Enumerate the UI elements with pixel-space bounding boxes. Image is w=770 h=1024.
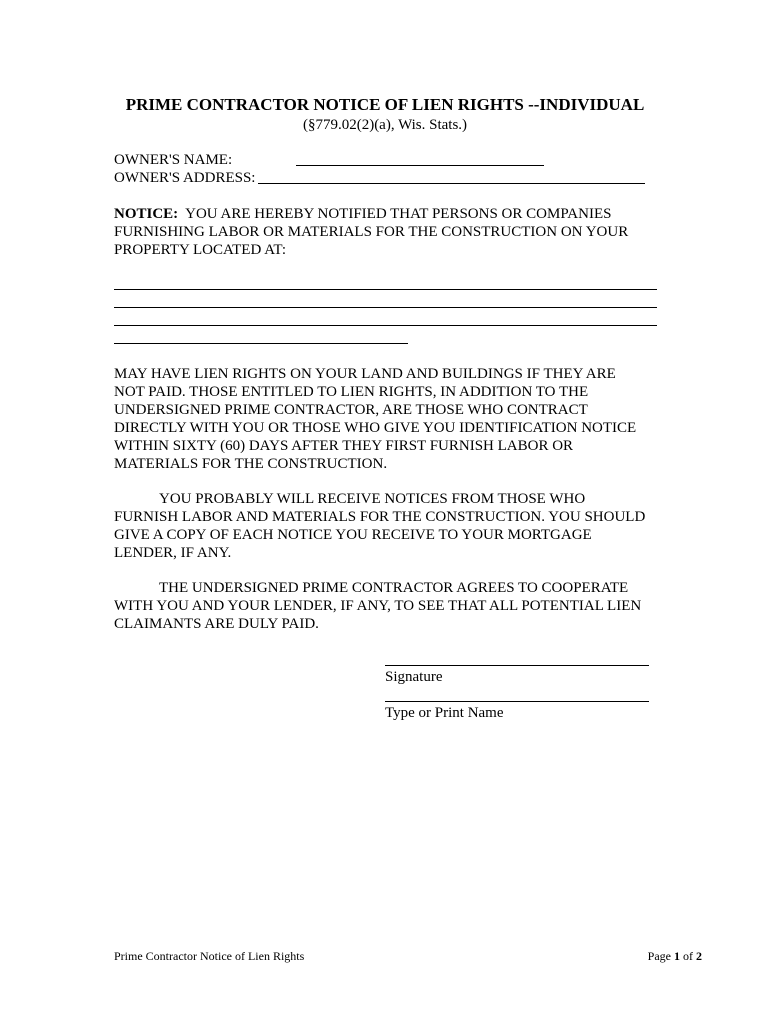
- page-total: 2: [696, 949, 702, 963]
- cooperation-paragraph: [114, 579, 662, 633]
- property-location-line-2[interactable]: [114, 307, 657, 308]
- print-name-label: Type or Print Name: [385, 705, 504, 721]
- owner-name-label: OWNER'S NAME:: [114, 152, 233, 168]
- paragraph-2-line: FURNISH LABOR AND MATERIALS FOR THE CONSTRUCTION. YOU SHOULD: [114, 509, 646, 525]
- print-name-field[interactable]: [385, 701, 649, 702]
- owner-name-field[interactable]: [296, 165, 544, 166]
- footer-title: Prime Contractor Notice of Lien Rights: [114, 949, 305, 963]
- paragraph-1-line: NOT PAID. THOSE ENTITLED TO LIEN RIGHTS, IN ADDITION TO THE: [114, 384, 589, 400]
- document-subtitle: (§779.02(2)(a), Wis. Stats.): [302, 117, 468, 133]
- owner-address-field[interactable]: [258, 183, 645, 184]
- signature-field[interactable]: [385, 665, 649, 666]
- lien-rights-paragraph: [114, 365, 662, 473]
- paragraph-3-line: CLAIMANTS ARE DULY PAID.: [114, 616, 319, 632]
- paragraph-2-line: GIVE A COPY OF EACH NOTICE YOU RECEIVE TO YOUR MORTGAGE: [114, 527, 592, 543]
- notices-paragraph: [114, 490, 662, 562]
- paragraph-2-line: YOU PROBABLY WILL RECEIVE NOTICES FROM THOSE WHO: [159, 491, 586, 507]
- paragraph-1-line: UNDERSIGNED PRIME CONTRACTOR, ARE THOSE WHO CONTRACT: [114, 402, 588, 418]
- property-location-line-3[interactable]: [114, 325, 657, 326]
- property-location-line-1[interactable]: [114, 289, 657, 290]
- paragraph-1-line: MATERIALS FOR THE CONSTRUCTION.: [114, 456, 388, 472]
- page-indicator: [648, 948, 702, 964]
- paragraph-2-line: LENDER, IF ANY.: [114, 545, 232, 561]
- notice-paragraph: [114, 205, 662, 259]
- paragraph-3-line: WITH YOU AND YOUR LENDER, IF ANY, TO SEE THAT ALL POTENTIAL LIEN: [114, 598, 642, 614]
- notice-line-2: FURNISHING LABOR OR MATERIALS FOR THE CONSTRUCTION ON YOUR: [114, 224, 629, 240]
- property-location-line-4[interactable]: [114, 343, 408, 344]
- paragraph-1-line: WITHIN SIXTY (60) DAYS AFTER THEY FIRST FURNISH LABOR OR: [114, 438, 574, 454]
- paragraph-1-line: DIRECTLY WITH YOU OR THOSE WHO GIVE YOU IDENTIFICATION NOTICE: [114, 420, 637, 436]
- paragraph-1-line: MAY HAVE LIEN RIGHTS ON YOUR LAND AND BUILDINGS IF THEY ARE: [114, 366, 616, 382]
- page-current: 1: [674, 949, 680, 963]
- notice-label: NOTICE:: [114, 206, 179, 222]
- page-prefix: Page: [647, 949, 671, 963]
- notice-line-3: PROPERTY LOCATED AT:: [114, 242, 286, 258]
- paragraph-3-line: THE UNDERSIGNED PRIME CONTRACTOR AGREES TO COOPERATE: [159, 580, 629, 596]
- notice-line-1: YOU ARE HEREBY NOTIFIED THAT PERSONS OR COMPANIES: [185, 206, 612, 222]
- document-title: PRIME CONTRACTOR NOTICE OF LIEN RIGHTS --INDIVIDUAL: [125, 95, 645, 114]
- signature-label: Signature: [385, 669, 443, 685]
- owner-address-label: OWNER'S ADDRESS:: [114, 170, 256, 186]
- page-of: of: [683, 949, 693, 963]
